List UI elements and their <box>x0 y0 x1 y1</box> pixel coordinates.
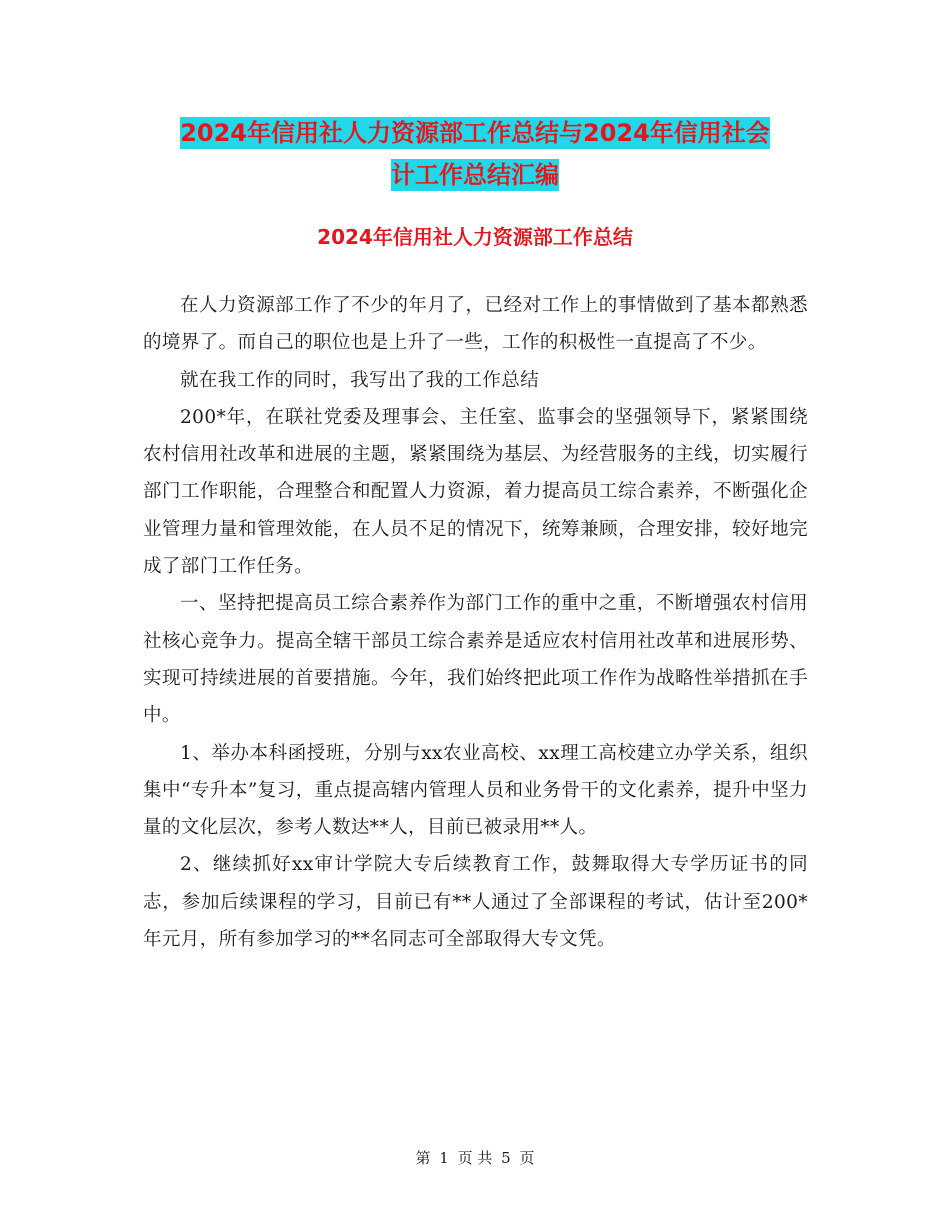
document-body <box>143 287 808 958</box>
page-footer <box>0 1148 950 1168</box>
paragraph: 2、继续抓好xx审计学院大专后续教育工作，鼓舞取得大专学历证书的同志，参加后续课程的学习，目前已有**人通过了全部课程的考试，估计至200*年元月，所有参加学习的**名同志可全部取得大专文凭。 <box>143 854 808 951</box>
footer-suffix: 页 <box>519 1149 535 1167</box>
paragraph: 一、坚持把提高员工综合素养作为部门工作的重中之重，不断增强农村信用社核心竞争力。提高全辖干部员工综合素养是适应农村信用社改革和进展形势、实现可持续进展的首要措施。今年，我们始终把此项工作作为战略性举措抓在手中。 <box>143 593 808 727</box>
footer-prefix: 第 <box>415 1149 431 1167</box>
paragraph: 就在我工作的同时，我写出了我的工作总结 <box>180 369 540 391</box>
paragraph: 200*年，在联社党委及理事会、主任室、监事会的坚强领导下，紧紧围绕农村信用社改革和进展的主题，紧紧围绕为基层、为经营服务的主线，切实履行部门工作职能，合理整合和配置人力资源，着力提高员工综合素养，不断强化企业管理力量和管理效能，在人员不足的情况下，统筹兼顾，合理安排，较好地完成了部门工作任务。 <box>143 406 808 578</box>
footer-current-page: 1 <box>439 1149 449 1167</box>
footer-middle: 页 共 <box>457 1149 493 1167</box>
document-title-line2: 计工作总结汇编 <box>391 161 559 189</box>
section-title: 2024年信用社人力资源部工作总结 <box>317 225 633 249</box>
paragraph: 1、举办本科函授班，分别与xx农业高校、xx理工高校建立办学关系，组织集中“专升本”复习，重点提高辖内管理人员和业务骨干的文化素养，提升中坚力量的文化层次，参考人数达**人，目前已被录用**人。 <box>143 742 808 839</box>
document-title <box>140 112 810 196</box>
paragraph: 在人力资源部工作了不少的年月了，已经对工作上的事情做到了基本都熟悉的境界了。而自己的职位也是上升了一些，工作的积极性一直提高了不少。 <box>143 295 808 354</box>
document-title-line1: 2024年信用社人力资源部工作总结与2024年信用社会 <box>180 119 770 147</box>
footer-total-pages: 5 <box>501 1149 511 1167</box>
